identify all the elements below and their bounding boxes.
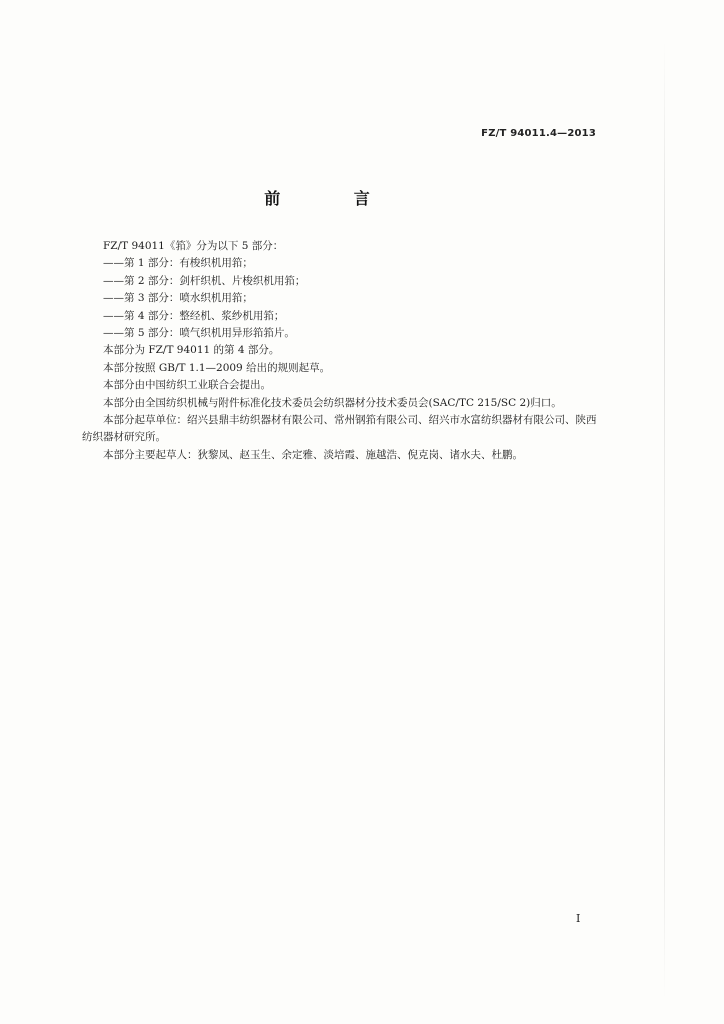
paragraph: ——第 3 部分：喷水织机用筘； xyxy=(103,292,253,305)
foreword-body xyxy=(82,238,602,464)
paragraph: ——第 2 部分：剑杆织机、片梭织机用筘； xyxy=(103,274,306,287)
paragraph: ——第 5 部分：喷气织机用异形筘筘片。 xyxy=(103,327,295,340)
paragraph: 本部分由中国纺织工业联合会提出。 xyxy=(103,379,271,392)
paragraph: 本部分由全国纺织机械与附件标准化技术委员会纺织器材分技术委员会(SAC/TC 215/SC 2)归口。 xyxy=(103,396,562,409)
paragraph: 本部分按照 GB/T 1.1—2009 给出的规则起草。 xyxy=(103,361,331,374)
paragraph: 本部分起草单位：绍兴县鼎丰纺织器材有限公司、常州钢筘有限公司、绍兴市水富纺织器材有限公司、陕西纺织器材研究所。 xyxy=(82,414,597,444)
paragraph: FZ/T 94011《筘》分为以下 5 部分： xyxy=(103,240,284,252)
paragraph: 本部分为 FZ/T 94011 的第 4 部分。 xyxy=(103,344,280,357)
scan-edge-line xyxy=(664,40,665,1000)
paragraph: ——第 1 部分：有梭织机用筘； xyxy=(103,257,253,270)
paragraph: 本部分主要起草人：狄黎凤、赵玉生、余定雅、淡培霞、施越浩、倪克岗、诸水夫、杜鹏。 xyxy=(103,448,523,461)
standard-number: FZ/T 94011.4—2013 xyxy=(481,128,596,139)
page-title: 前 言 xyxy=(264,189,404,208)
paragraph: ——第 4 部分：整经机、浆纱机用筘； xyxy=(103,309,285,322)
page-number: I xyxy=(576,912,581,925)
